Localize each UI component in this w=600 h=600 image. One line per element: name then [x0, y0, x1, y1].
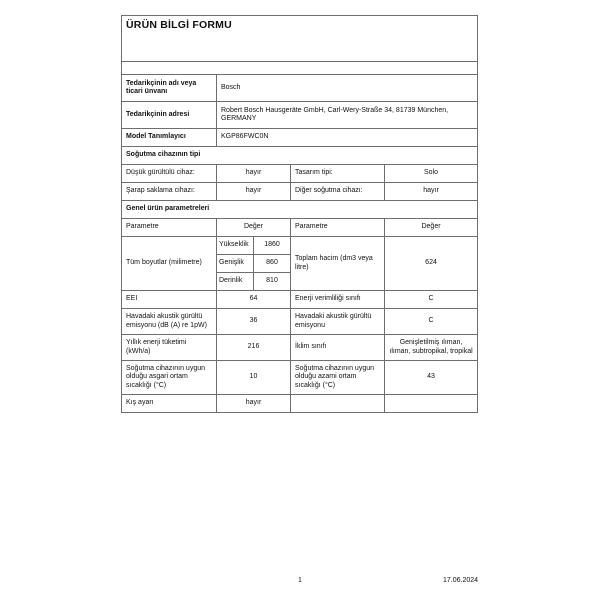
energy-class-label: Enerji verimliliği sınıfı — [291, 291, 385, 309]
page-number: 1 — [298, 577, 302, 584]
climate-class-label: İklim sınıfı — [291, 335, 385, 361]
supplier-address-label: Tedarikçinin adresi — [122, 102, 217, 129]
other-cooling-value: hayır — [385, 183, 478, 201]
climate-class-value: Genişletilmiş ılıman, ılıman, subtropikal, tropikal — [385, 335, 478, 361]
form-table — [121, 15, 478, 413]
low-noise-label: Düşük gürültülü cihaz: — [122, 165, 217, 183]
eei-label: EEI — [122, 291, 217, 309]
min-temp-label: Soğutma cihazının uygun olduğu asgari ortam sıcaklığı (°C) — [122, 361, 217, 395]
noise-class-label: Havadaki akustik gürültü emisyonu — [291, 309, 385, 335]
wine-storage-label: Şarap saklama cihazı: — [122, 183, 217, 201]
width-label: Genişlik — [217, 255, 254, 273]
value-header-left: Değer — [217, 219, 291, 237]
width-value: 860 — [254, 255, 291, 273]
height-value: 1860 — [254, 237, 291, 255]
max-temp-value: 43 — [385, 361, 478, 395]
other-cooling-label: Diğer soğutma cihazı: — [291, 183, 385, 201]
spacer-row — [122, 62, 478, 75]
eei-value: 64 — [217, 291, 291, 309]
dimensions-cell — [217, 237, 291, 291]
noise-emission-label: Havadaki akustik gürültü emisyonu (dB (A) re 1pW) — [122, 309, 217, 335]
design-type-label: Tasarım tipi: — [291, 165, 385, 183]
parameter-header-left: Parametre — [122, 219, 217, 237]
winter-setting-value: hayır — [217, 395, 291, 413]
total-volume-label: Toplam hacim (dm3 veya litre) — [291, 237, 385, 291]
value-header-right: Değer — [385, 219, 478, 237]
form-title: ÜRÜN BİLGİ FORMU — [122, 16, 478, 62]
document-date: 17.06.2024 — [443, 577, 479, 584]
parameter-header-right: Parametre — [291, 219, 385, 237]
dimensions-label: Tüm boyutlar (milimetre) — [122, 237, 217, 291]
max-temp-label: Soğutma cihazının uygun olduğu azami ortam sıcaklığı (°C) — [291, 361, 385, 395]
product-information-form — [121, 15, 477, 413]
annual-energy-value: 216 — [217, 335, 291, 361]
wine-storage-value: hayır — [217, 183, 291, 201]
general-parameters-heading: Genel ürün parametreleri — [122, 201, 478, 219]
model-identifier-label: Model Tanımlayıcı — [122, 129, 217, 147]
min-temp-value: 10 — [217, 361, 291, 395]
supplier-name-label: Tedarikçinin adı veya ticari ünvanı — [122, 75, 217, 102]
design-type-value: Solo — [385, 165, 478, 183]
energy-class-value: C — [385, 291, 478, 309]
supplier-address-value: Robert Bosch Hausgeräte GmbH, Carl-Wery-Straße 34, 81739 München, GERMANY — [217, 102, 478, 129]
noise-class-value: C — [385, 309, 478, 335]
model-identifier-value: KGP86FWC0N — [217, 129, 478, 147]
depth-value: 810 — [254, 273, 291, 291]
dimensions-table — [217, 237, 290, 290]
depth-label: Derinlik — [219, 277, 243, 285]
empty-cell — [385, 395, 478, 413]
noise-emission-value: 36 — [217, 309, 291, 335]
height-label: Yükseklik — [217, 237, 254, 255]
annual-energy-label: Yıllık enerji tüketimi (kWh/a) — [122, 335, 217, 361]
supplier-name-value: Bosch — [217, 75, 478, 102]
total-volume-value: 624 — [385, 237, 478, 291]
winter-setting-label: Kış ayarı — [122, 395, 217, 413]
low-noise-value: hayır — [217, 165, 291, 183]
cooling-type-heading: Soğutma cihazının tipi — [122, 147, 478, 165]
empty-cell — [291, 395, 385, 413]
